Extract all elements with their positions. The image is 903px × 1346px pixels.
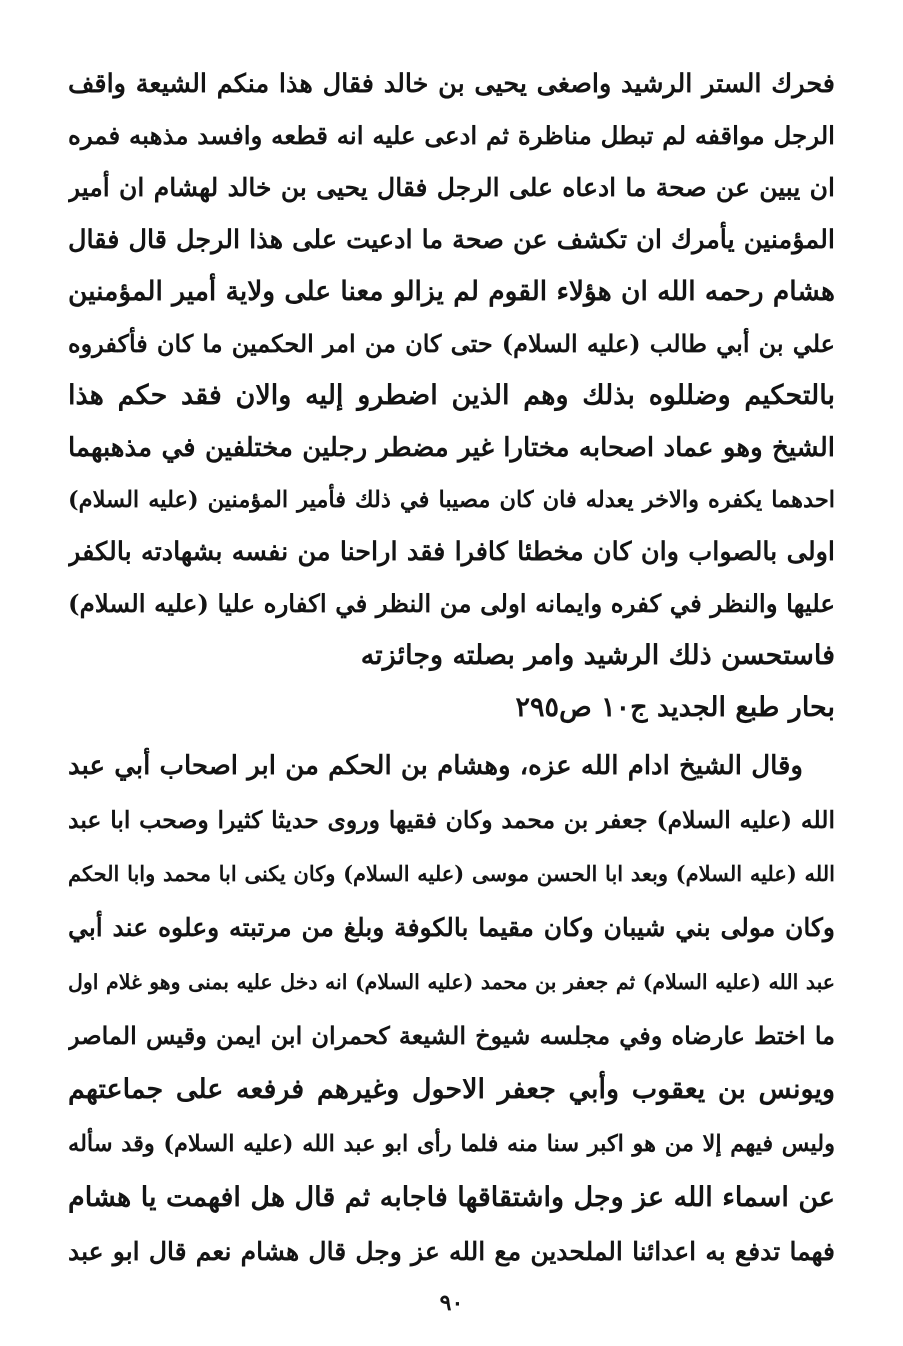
text-line: الله (عليه السلام) وبعد ابا الحسن موسى (عليه السلام) وكان يكنى ابا محمد وابا الحكم	[68, 861, 835, 886]
page-number: ٩٠	[439, 1290, 464, 1316]
text-line: عن اسماء الله عز وجل واشتقاقها فاجابه ثم قال هل افهمت يا هشام	[68, 1182, 835, 1213]
text-line: ويونس بن يعقوب وأبي جعفر الاحول وغيرهم فرفعه على جماعتهم	[68, 1074, 835, 1105]
text-line: اولى بالصواب وان كان مخطئا كافرا فقد اراحنا من نفسه بشهادته بالكفر	[68, 537, 835, 567]
text-line: عليها والنظر في كفره وايمانه اولى من النظر في اكفاره عليا (عليه السلام)	[68, 589, 835, 618]
text-line: ان يبين عن صحة ما ادعاه على الرجل فقال يحيى بن خالد لهشام ان أمير	[68, 173, 835, 202]
text-line: فاستحسن ذلك الرشيد وامر بصلته وجائزته	[360, 640, 835, 671]
text-line: ما اختط عارضاه وفي مجلسه شيوخ الشيعة كحمران ابن ايمن وقيس الماصر	[68, 1021, 835, 1050]
text-line: وكان مولى بني شيبان وكان مقيما بالكوفة وبلغ من مرتبته وعلوه عند أبي	[68, 913, 835, 942]
text-line: فهما تدفع به اعدائنا الملحدين مع الله عز وجل قال هشام نعم قال ابو عبد	[68, 1237, 835, 1266]
text-line: احدهما يكفره والاخر يعدله فان كان مصيبا في ذلك فأمير المؤمنين (عليه السلام)	[68, 487, 835, 513]
text-line: علي بن أبي طالب (عليه السلام) حتى كان من امر الحكمين ما كان فأكفروه	[68, 329, 835, 358]
citation: بحار طبع الجديد ج١٠ ص٢٩٥	[515, 692, 835, 723]
text-line: فحرك الستر الرشيد واصغى يحيى بن خالد فقال هذا منكم الشيعة واقف	[68, 69, 835, 99]
text-line: بالتحكيم وضللوه بذلك وهم الذين اضطرو إليه والان فقد حكم هذا	[68, 380, 835, 411]
text-line: هشام رحمه الله ان هؤلاء القوم لم يزالو معنا على ولاية أمير المؤمنين	[68, 276, 835, 307]
text-line: الرجل مواقفه لم تبطل مناظرة ثم ادعى عليه انه قطعه وافسد مذهبه فمره	[68, 121, 835, 150]
text-line: المؤمنين يأمرك ان تكشف عن صحة ما ادعيت على هذا الرجل قال فقال	[68, 225, 835, 255]
text-line: وليس فيهم إلا من هو اكبر سنا منه فلما رأى ابو عبد الله (عليه السلام) وقد سأله	[68, 1131, 835, 1157]
text-line: الشيخ وهو عماد اصحابه مختارا غير مضطر رجلين مختلفين في مذهبهما	[68, 433, 835, 463]
text-line: عبد الله (عليه السلام) ثم جعفر بن محمد (عليه السلام) انه دخل عليه بمنى وهو غلام اول	[68, 970, 835, 994]
text-line: وقال الشيخ ادام الله عزه، وهشام بن الحكم من ابر اصحاب أبي عبد	[68, 751, 803, 781]
text-line: الله (عليه السلام) جعفر بن محمد وكان فقيها وروى حديثا كثيرا وصحب ابا عبد	[68, 806, 835, 834]
